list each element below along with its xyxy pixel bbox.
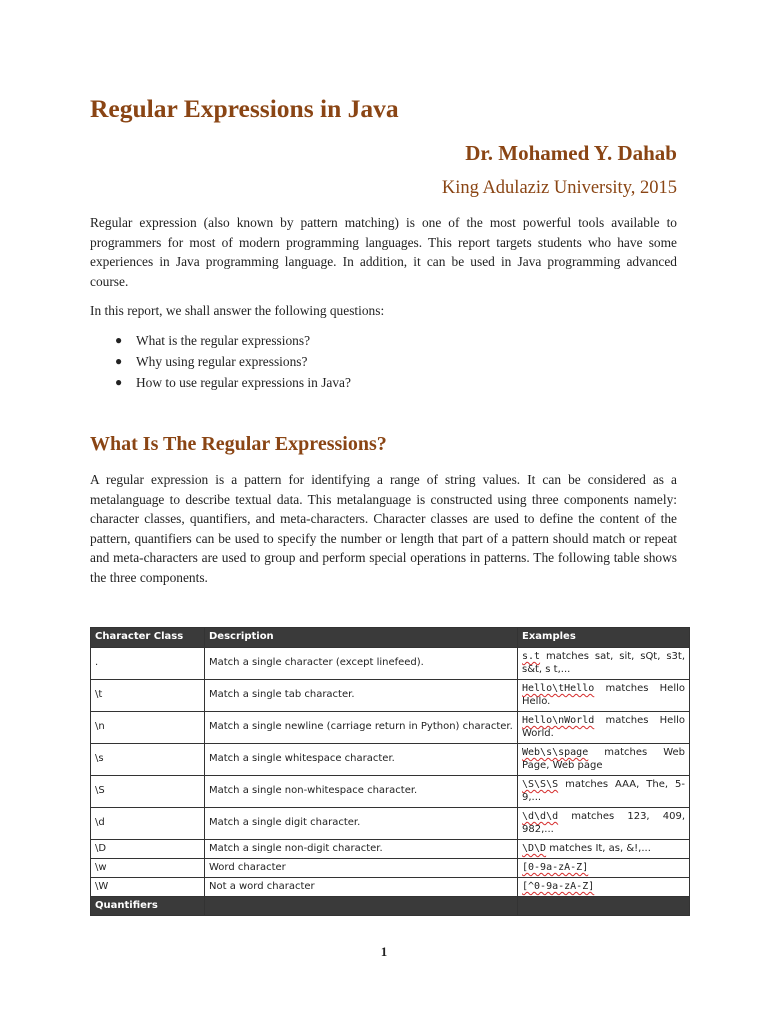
description-cell: Match a single character (except linefeed).: [205, 648, 518, 680]
example-code: s.t: [522, 651, 541, 662]
example-code: [^0-9a-zA-Z]: [522, 880, 595, 892]
example-code: \D\D: [522, 842, 547, 854]
example-cell: [518, 859, 690, 878]
character-class-cell: \t: [91, 680, 205, 712]
example-code: \S\S\S: [522, 779, 559, 790]
example-cell: [518, 878, 690, 897]
example-cell: [518, 712, 690, 744]
table-row: [91, 878, 690, 897]
character-class-cell: .: [91, 648, 205, 680]
regex-components-table: [90, 627, 690, 916]
intro-paragraph: Regular expression (also known by pattern matching) is one of the most powerful tools available to programmers for most of modern programming languages. This report targets students who have some experiences in Java programming language. In addition, it can be used in Java programming advanced course.: [90, 215, 677, 289]
description-cell: Not a word character: [205, 878, 518, 897]
description-cell: Match a single non-whitespace character.: [205, 776, 518, 808]
character-class-cell: \D: [91, 840, 205, 859]
example-text: matches 123, 409, 982,...: [522, 811, 685, 835]
example-cell: [518, 648, 690, 680]
table-row: [91, 840, 690, 859]
example-text: matches Web Page, Web page: [522, 747, 685, 771]
quantifiers-section-row: [91, 897, 690, 916]
document-title: Regular Expressions in Java: [90, 94, 399, 123]
list-item: ● Why using regular expressions?: [112, 351, 351, 372]
bullet-icon: ●: [115, 354, 123, 368]
example-code: Web\s\spage: [522, 747, 589, 758]
example-text: matches Hello World.: [522, 715, 685, 739]
column-header-character-class: Character Class: [91, 628, 205, 648]
example-code: Hello\nWorld: [522, 715, 595, 726]
example-text: matches It, as, &!,...: [546, 842, 651, 854]
column-header-description: Description: [205, 628, 518, 648]
table-row: [91, 712, 690, 744]
description-cell: Match a single non-digit character.: [205, 840, 518, 859]
table-row: [91, 680, 690, 712]
bullet-icon: ●: [115, 333, 123, 347]
questions-intro: In this report, we shall answer the following questions:: [90, 303, 385, 318]
questions-list: [112, 330, 351, 393]
character-class-cell: \s: [91, 744, 205, 776]
example-cell: [518, 680, 690, 712]
empty-cell: [518, 897, 690, 916]
list-item: ● How to use regular expressions in Java?: [112, 372, 351, 393]
character-class-cell: \W: [91, 878, 205, 897]
table-row: [91, 808, 690, 840]
bullet-icon: ●: [115, 375, 123, 389]
table-row: [91, 648, 690, 680]
character-class-cell: \S: [91, 776, 205, 808]
table-row: [91, 744, 690, 776]
character-class-cell: \w: [91, 859, 205, 878]
example-cell: [518, 776, 690, 808]
column-header-examples: Examples: [518, 628, 690, 648]
section-paragraph: A regular expression is a pattern for identifying a range of string values. It can be considered as a metalanguage to describe textual data. This metalanguage is constructed using three components namely: character classes, quantifiers, and meta-characters. Character classes are used to define the content of the pattern, quantifiers can be used to specify the number or length that part of a pattern should match or repeat and meta-characters are used to group and perform special operations in patterns. The following table shows the three components.: [90, 472, 677, 585]
example-code: \d\d\d: [522, 811, 559, 822]
description-cell: Match a single tab character.: [205, 680, 518, 712]
description-cell: Match a single newline (carriage return in Python) character.: [205, 712, 518, 744]
character-class-cell: \n: [91, 712, 205, 744]
character-class-cell: \d: [91, 808, 205, 840]
example-cell: [518, 744, 690, 776]
author-name: Dr. Mohamed Y. Dahab: [465, 141, 677, 165]
example-text: matches Hello Hello.: [522, 683, 685, 707]
page-number: 1: [380, 944, 388, 959]
section-heading: What Is The Regular Expressions?: [90, 433, 387, 455]
author-affiliation: King Adulaziz University, 2015: [441, 178, 677, 198]
quantifiers-label: Quantifiers: [91, 897, 205, 916]
table-header-row: [91, 628, 690, 648]
description-cell: Match a single whitespace character.: [205, 744, 518, 776]
example-text: matches sat, sit, sQt, s3t, s&t, s t,...: [522, 651, 685, 675]
table-row: [91, 859, 690, 878]
example-code: [0-9a-zA-Z]: [522, 861, 589, 873]
example-code: Hello\tHello: [522, 683, 595, 694]
empty-cell: [205, 897, 518, 916]
description-cell: Match a single digit character.: [205, 808, 518, 840]
example-cell: [518, 840, 690, 859]
description-cell: Word character: [205, 859, 518, 878]
example-text: matches AAA, The, 5-9,...: [522, 779, 685, 803]
table-row: [91, 776, 690, 808]
example-cell: [518, 808, 690, 840]
list-item: ● What is the regular expressions?: [112, 330, 351, 351]
